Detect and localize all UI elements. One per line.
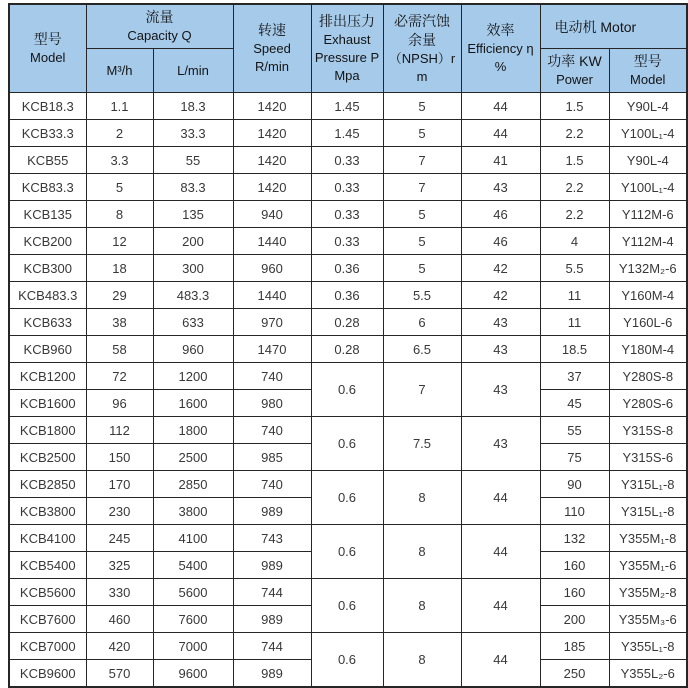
table-cell: 5 (383, 255, 461, 282)
table-cell: 7600 (153, 606, 233, 633)
table-cell: 3800 (153, 498, 233, 525)
table-cell: 2.2 (540, 174, 609, 201)
table-cell: Y100L₁-4 (609, 174, 687, 201)
table-cell: 44 (461, 120, 540, 147)
table-cell: 44 (461, 93, 540, 120)
table-cell: Y180M-4 (609, 336, 687, 363)
table-cell: 0.6 (311, 363, 383, 417)
table-cell: 7.5 (383, 417, 461, 471)
table-row (9, 633, 687, 660)
table-cell: Y112M-4 (609, 228, 687, 255)
table-cell: Y90L-4 (609, 147, 687, 174)
table-cell: 83.3 (153, 174, 233, 201)
table-row (9, 147, 687, 174)
table-row (9, 336, 687, 363)
table-cell: KCB83.3 (9, 174, 86, 201)
pump-spec-table (8, 3, 688, 688)
table-cell: 0.36 (311, 255, 383, 282)
header-capacity-lmin (153, 49, 233, 93)
table-cell: 1200 (153, 363, 233, 390)
header-pressure-unit: Mpa (334, 68, 360, 83)
table-cell: 43 (461, 417, 540, 471)
table-cell: 46 (461, 228, 540, 255)
table-row (9, 417, 687, 444)
table-cell: 8 (383, 471, 461, 525)
table-cell: 970 (233, 309, 311, 336)
table-cell: 1470 (233, 336, 311, 363)
header-pressure-zh: 排出压力 (319, 13, 375, 29)
table-cell: 8 (383, 633, 461, 688)
table-cell: 112 (86, 417, 153, 444)
table-row (9, 363, 687, 390)
header-npsh (383, 4, 461, 93)
table-cell: 245 (86, 525, 153, 552)
table-cell: 42 (461, 255, 540, 282)
table-cell: 2850 (153, 471, 233, 498)
table-row (9, 174, 687, 201)
header-capacity-m3h-label: M³/h (106, 62, 133, 78)
table-cell: 0.28 (311, 309, 383, 336)
table-cell: 96 (86, 390, 153, 417)
table-cell: 1.45 (311, 120, 383, 147)
table-cell: 570 (86, 660, 153, 688)
table-cell: Y280S-6 (609, 390, 687, 417)
table-cell: 44 (461, 579, 540, 633)
header-motor-model (609, 49, 687, 93)
table-cell: 18 (86, 255, 153, 282)
table-cell: 0.6 (311, 579, 383, 633)
table-cell: 9600 (153, 660, 233, 688)
table-cell: Y315L₁-8 (609, 498, 687, 525)
table-cell: KCB5400 (9, 552, 86, 579)
table-cell: 38 (86, 309, 153, 336)
table-cell: KCB1600 (9, 390, 86, 417)
table-cell: 2.2 (540, 201, 609, 228)
header-efficiency-unit: % (494, 59, 507, 74)
table-row (9, 201, 687, 228)
table-cell: 7000 (153, 633, 233, 660)
table-cell: 985 (233, 444, 311, 471)
table-header (9, 4, 687, 93)
table-cell: KCB200 (9, 228, 86, 255)
table-cell: Y112M-6 (609, 201, 687, 228)
table-cell: 743 (233, 525, 311, 552)
table-cell: 12 (86, 228, 153, 255)
table-cell: 483.3 (153, 282, 233, 309)
table-cell: Y280S-8 (609, 363, 687, 390)
table-cell: 55 (540, 417, 609, 444)
table-row (9, 228, 687, 255)
table-cell: 5 (86, 174, 153, 201)
table-cell: 72 (86, 363, 153, 390)
table-cell: 2.2 (540, 120, 609, 147)
table-cell: 11 (540, 309, 609, 336)
table-cell: KCB33.3 (9, 120, 86, 147)
table-cell: 29 (86, 282, 153, 309)
table-cell: 0.33 (311, 147, 383, 174)
table-cell: 185 (540, 633, 609, 660)
table-row (9, 471, 687, 498)
table-cell: 980 (233, 390, 311, 417)
header-speed (233, 4, 311, 93)
table-body (9, 93, 687, 688)
table-cell: 135 (153, 201, 233, 228)
table-cell: Y355L₂-6 (609, 660, 687, 688)
header-motor-model-en: Model (630, 72, 666, 87)
table-cell: 43 (461, 336, 540, 363)
header-npsh-unit: m (416, 68, 428, 84)
table-cell: 0.6 (311, 471, 383, 525)
table-cell: 5.5 (383, 282, 461, 309)
table-cell: 6 (383, 309, 461, 336)
table-cell: 43 (461, 363, 540, 417)
table-cell: 4100 (153, 525, 233, 552)
table-cell: 18.5 (540, 336, 609, 363)
table-cell: 989 (233, 660, 311, 688)
table-cell: Y315S-6 (609, 444, 687, 471)
header-model (9, 4, 86, 93)
table-row (9, 525, 687, 552)
table-cell: 44 (461, 525, 540, 579)
header-capacity-lmin-label: L/min (177, 62, 209, 78)
table-cell: KCB2500 (9, 444, 86, 471)
table-cell: 200 (540, 606, 609, 633)
table-cell: Y132M₂-6 (609, 255, 687, 282)
table-cell: KCB300 (9, 255, 86, 282)
table-cell: KCB7000 (9, 633, 86, 660)
header-pressure-en1: Exhaust (323, 32, 371, 47)
table-cell: 42 (461, 282, 540, 309)
table-cell: 330 (86, 579, 153, 606)
table-cell: 44 (461, 471, 540, 525)
table-cell: 11 (540, 282, 609, 309)
table-cell: Y355L₁-8 (609, 633, 687, 660)
table-cell: KCB7600 (9, 606, 86, 633)
table-cell: 43 (461, 309, 540, 336)
table-cell: 0.33 (311, 174, 383, 201)
table-cell: Y355M₁-8 (609, 525, 687, 552)
table-cell: 55 (153, 147, 233, 174)
header-capacity-en: Capacity Q (127, 28, 192, 43)
table-cell: 43 (461, 174, 540, 201)
table-cell: 1.45 (311, 93, 383, 120)
table-cell: 1420 (233, 147, 311, 174)
table-cell: 5 (383, 93, 461, 120)
table-cell: Y315S-8 (609, 417, 687, 444)
header-efficiency-en: Efficiency η (467, 41, 534, 56)
table-cell: 8 (383, 579, 461, 633)
table-cell: 740 (233, 471, 311, 498)
header-motor-power-zh: 功率 KW (547, 53, 602, 69)
table-cell: 58 (86, 336, 153, 363)
header-model-zh: 型号 (33, 31, 62, 47)
header-npsh-zh2: 余量 (408, 31, 436, 48)
table-cell: 90 (540, 471, 609, 498)
table-cell: KCB960 (9, 336, 86, 363)
header-efficiency (461, 4, 540, 93)
header-speed-en: Speed (253, 41, 291, 56)
header-motor-power (540, 49, 609, 93)
table-cell: KCB3800 (9, 498, 86, 525)
table-cell: 5 (383, 228, 461, 255)
table-row (9, 579, 687, 606)
table-cell: 250 (540, 660, 609, 688)
table-cell: KCB633 (9, 309, 86, 336)
table-cell: 132 (540, 525, 609, 552)
table-cell: 420 (86, 633, 153, 660)
table-cell: 0.33 (311, 228, 383, 255)
table-row (9, 120, 687, 147)
table-cell: 1.5 (540, 93, 609, 120)
table-cell: 5400 (153, 552, 233, 579)
table-cell: 325 (86, 552, 153, 579)
table-cell: 989 (233, 606, 311, 633)
table-cell: 744 (233, 633, 311, 660)
header-speed-unit: R/min (255, 59, 289, 74)
table-cell: 75 (540, 444, 609, 471)
table-cell: 4 (540, 228, 609, 255)
header-pressure (311, 4, 383, 93)
table-cell: 0.6 (311, 525, 383, 579)
table-cell: 1420 (233, 120, 311, 147)
table-cell: 5 (383, 120, 461, 147)
table-cell: 0.28 (311, 336, 383, 363)
table-cell: Y355M₁-6 (609, 552, 687, 579)
table-cell: 18.3 (153, 93, 233, 120)
table-cell: KCB4100 (9, 525, 86, 552)
table-cell: 740 (233, 363, 311, 390)
header-motor-model-zh: 型号 (633, 53, 662, 69)
table-row (9, 255, 687, 282)
header-npsh-en: （NPSH）r (388, 50, 456, 66)
table-cell: KCB2850 (9, 471, 86, 498)
table-cell: 45 (540, 390, 609, 417)
table-row (9, 309, 687, 336)
table-cell: 7 (383, 147, 461, 174)
header-capacity-zh: 流量 (145, 9, 174, 25)
table-cell: 460 (86, 606, 153, 633)
table-cell: KCB55 (9, 147, 86, 174)
table-cell: KCB483.3 (9, 282, 86, 309)
table-cell: 1.5 (540, 147, 609, 174)
table-cell: 46 (461, 201, 540, 228)
table-cell: 8 (383, 525, 461, 579)
table-cell: 0.33 (311, 201, 383, 228)
header-pressure-en2: Pressure P (314, 50, 380, 65)
table-cell: 740 (233, 417, 311, 444)
table-cell: Y160M-4 (609, 282, 687, 309)
table-cell: 989 (233, 552, 311, 579)
table-cell: 37 (540, 363, 609, 390)
table-cell: 7 (383, 363, 461, 417)
table-cell: 0.6 (311, 633, 383, 688)
table-cell: 960 (153, 336, 233, 363)
header-npsh-zh1: 必需汽蚀 (394, 12, 450, 29)
table-cell: 230 (86, 498, 153, 525)
table-cell: 7 (383, 174, 461, 201)
table-cell: 1440 (233, 282, 311, 309)
table-cell: 1440 (233, 228, 311, 255)
table-cell: 200 (153, 228, 233, 255)
table-cell: 960 (233, 255, 311, 282)
table-cell: KCB18.3 (9, 93, 86, 120)
header-capacity-m3h (86, 49, 153, 93)
table-cell: Y355M₂-8 (609, 579, 687, 606)
table-cell: 940 (233, 201, 311, 228)
table-cell: 744 (233, 579, 311, 606)
table-cell: Y355M₃-6 (609, 606, 687, 633)
table-cell: KCB9600 (9, 660, 86, 688)
header-capacity (86, 4, 233, 49)
table-cell: 2500 (153, 444, 233, 471)
table-cell: 44 (461, 633, 540, 688)
table-cell: 33.3 (153, 120, 233, 147)
table-cell: 0.6 (311, 417, 383, 471)
table-cell: 1.1 (86, 93, 153, 120)
table-cell: Y100L₁-4 (609, 120, 687, 147)
table-cell: 8 (86, 201, 153, 228)
header-speed-zh: 转速 (258, 22, 286, 38)
table-cell: Y90L-4 (609, 93, 687, 120)
table-cell: 1420 (233, 93, 311, 120)
table-cell: 170 (86, 471, 153, 498)
table-cell: KCB1200 (9, 363, 86, 390)
table-row (9, 282, 687, 309)
table-cell: 5600 (153, 579, 233, 606)
header-motor: 电动机 Motor (540, 4, 687, 49)
table-cell: 0.36 (311, 282, 383, 309)
table-cell: 989 (233, 498, 311, 525)
table-cell: 5.5 (540, 255, 609, 282)
table-cell: Y160L-6 (609, 309, 687, 336)
table-cell: 110 (540, 498, 609, 525)
header-efficiency-zh: 效率 (486, 22, 515, 38)
table-cell: 2 (86, 120, 153, 147)
header-model-en: Model (30, 50, 66, 65)
table-cell: KCB1800 (9, 417, 86, 444)
table-cell: Y315L₁-8 (609, 471, 687, 498)
table-cell: 300 (153, 255, 233, 282)
table-cell: 160 (540, 552, 609, 579)
table-cell: 1800 (153, 417, 233, 444)
table-cell: 41 (461, 147, 540, 174)
table-row (9, 93, 687, 120)
table-cell: 5 (383, 201, 461, 228)
table-cell: 150 (86, 444, 153, 471)
table-cell: 1600 (153, 390, 233, 417)
table-cell: 6.5 (383, 336, 461, 363)
table-cell: 3.3 (86, 147, 153, 174)
table-cell: KCB5600 (9, 579, 86, 606)
table-cell: KCB135 (9, 201, 86, 228)
table-cell: 160 (540, 579, 609, 606)
table-cell: 633 (153, 309, 233, 336)
header-motor-power-en: Power (556, 72, 593, 87)
table-cell: 1420 (233, 174, 311, 201)
